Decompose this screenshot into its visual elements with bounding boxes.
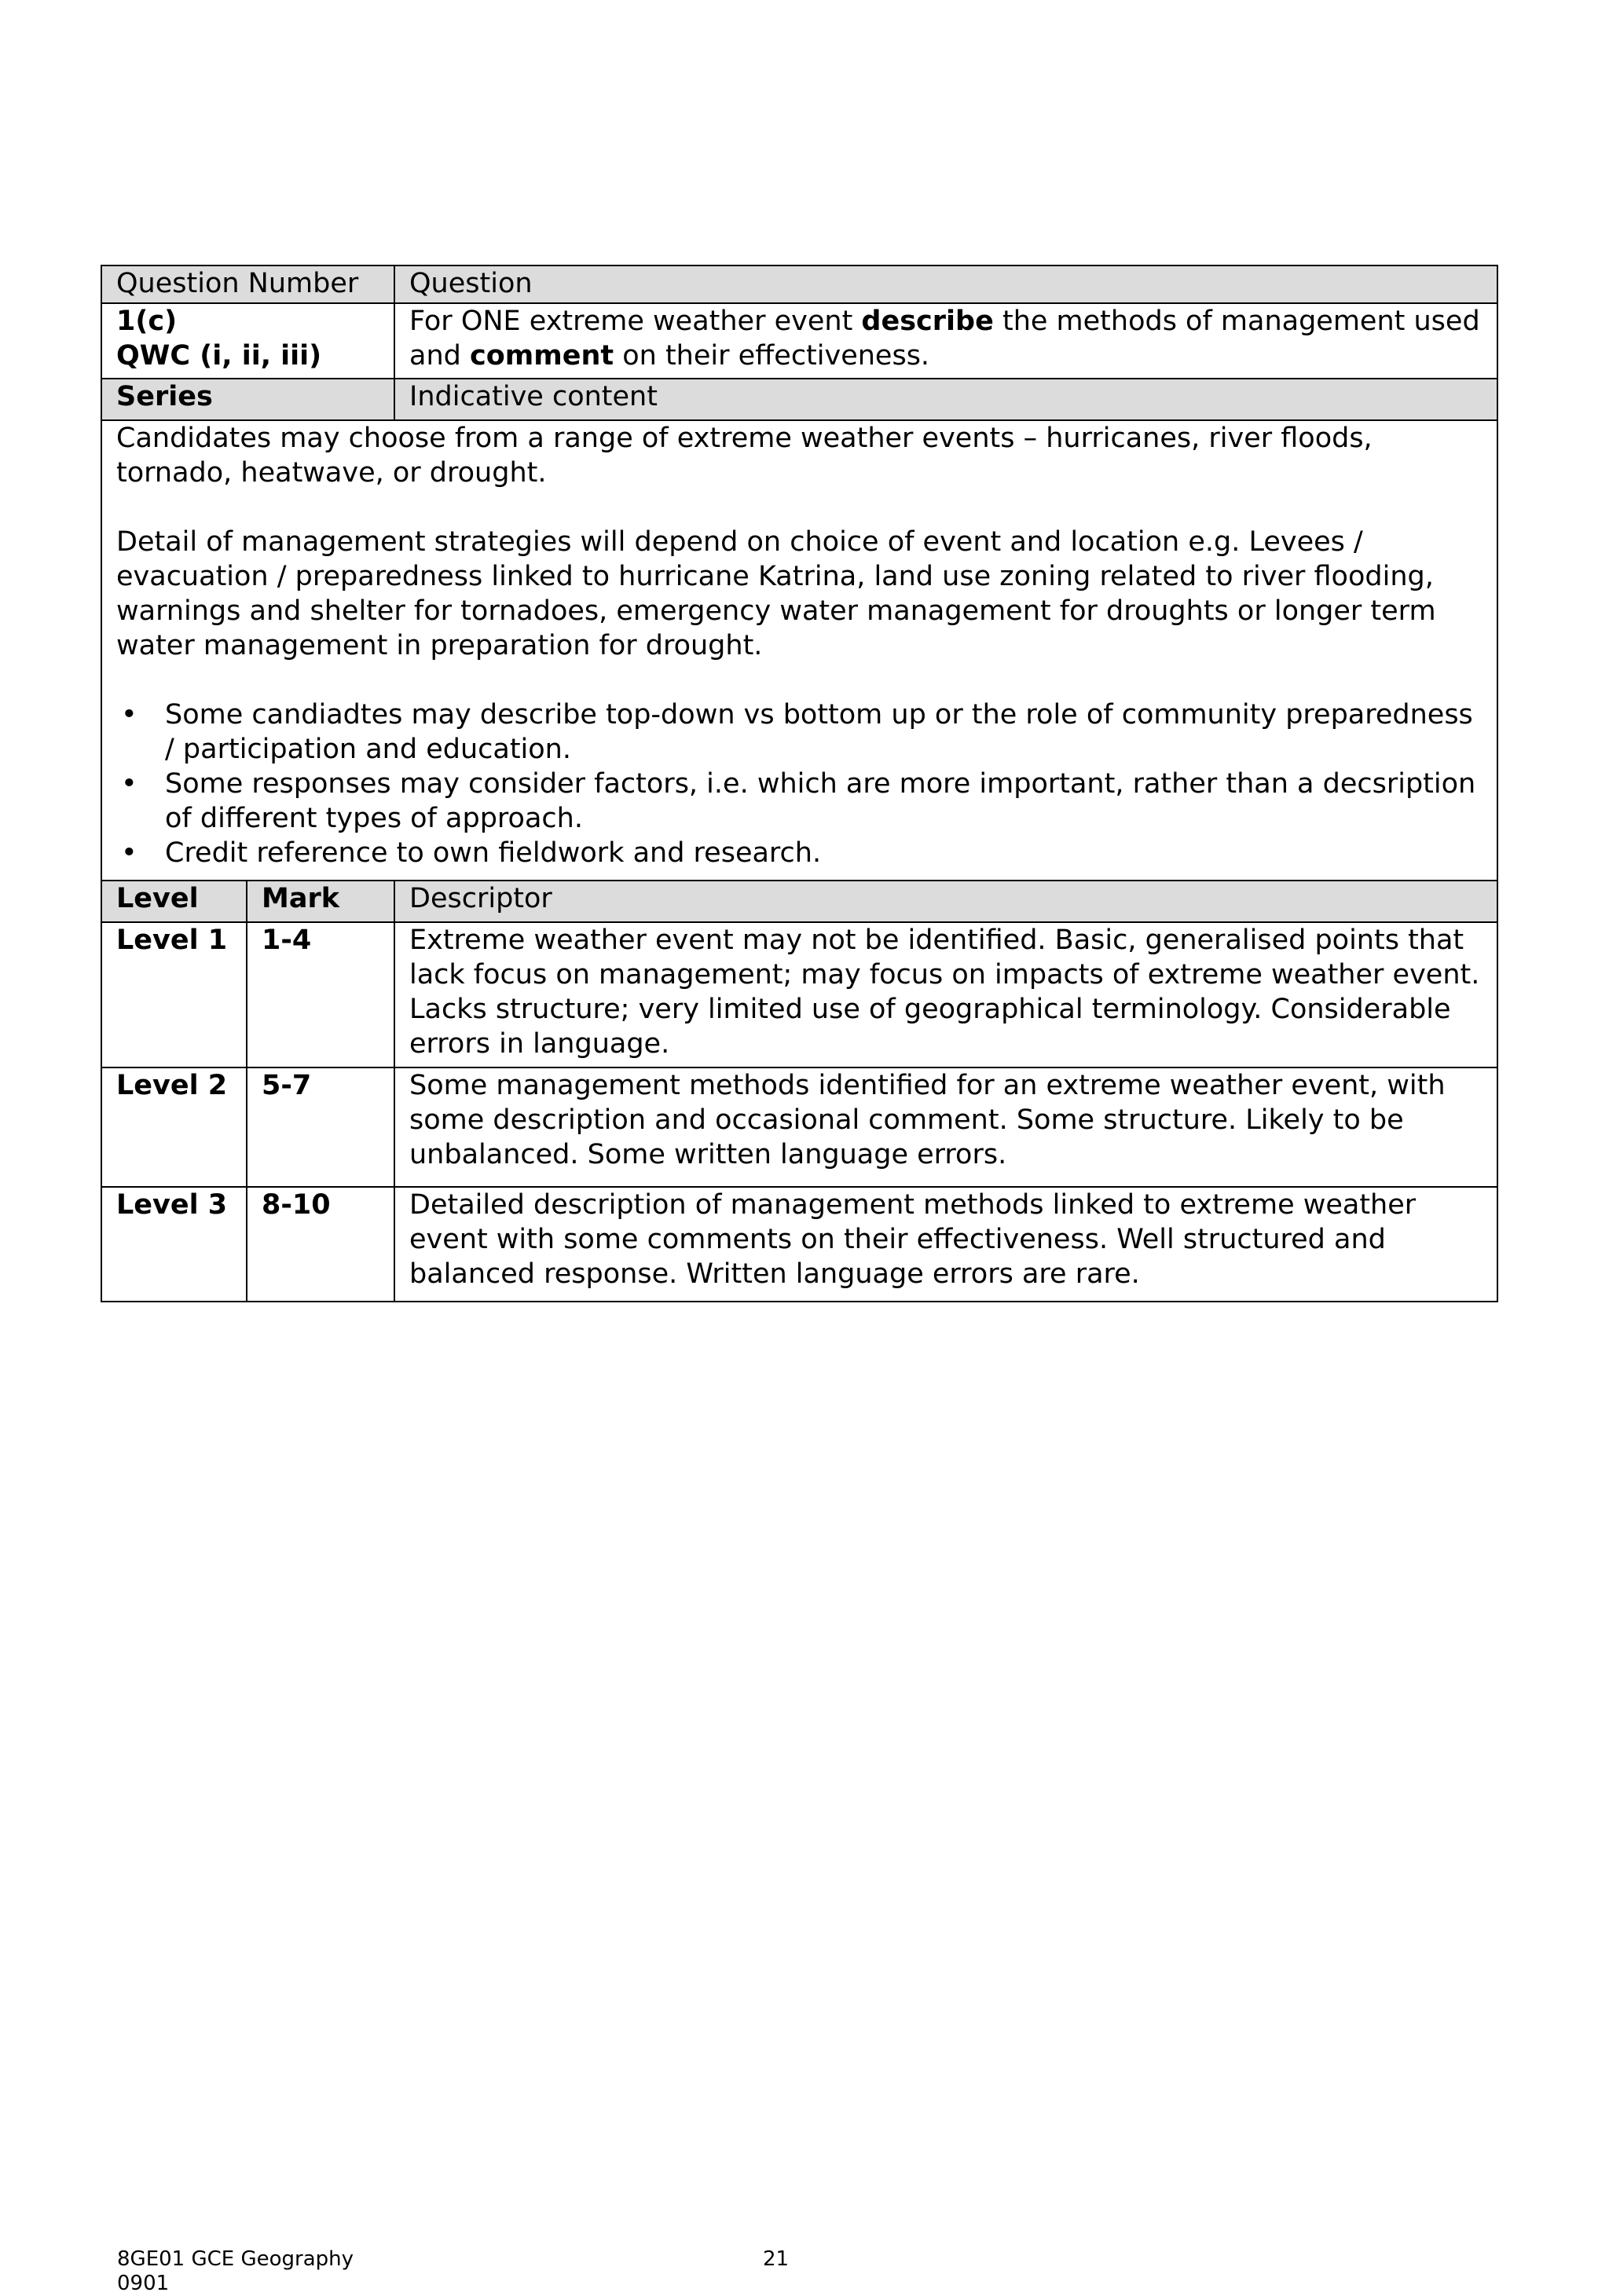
question-keyword-describe: describe [861, 306, 994, 337]
descriptor-cell: Extreme weather event may not be identified. Basic, generalised points that lack focus on management; may focus on impacts of extreme weather event. Lacks structure; very limited use of geographical terminology. Considerable errors in language. [394, 922, 1497, 1067]
list-item [116, 767, 1484, 836]
descriptor-cell: Detailed description of management methods linked to extreme weather event with some comments on their effectiveness. Well structured and balanced response. Written language errors are rare. [394, 1187, 1497, 1302]
document-reference [117, 2247, 431, 2296]
mark-header: Mark [247, 881, 394, 922]
table-row [101, 1187, 1497, 1302]
level-header: Level [101, 881, 247, 922]
page-number: 21 [763, 2247, 790, 2271]
question-text-part: For ONE extreme weather event [409, 306, 862, 337]
question-header: Question [394, 265, 1497, 303]
list-item [116, 698, 1484, 767]
indicative-content-cell [101, 420, 1497, 881]
level-cell: Level 3 [101, 1187, 247, 1302]
table-row [101, 922, 1497, 1067]
document-reference-line-1: 8GE01 GCE Geography [117, 2247, 354, 2271]
bullet-icon: • [121, 768, 137, 800]
bullet-text: Some candiadtes may describe top-down vs bottom up or the role of community preparedness / participation and education. [165, 699, 1473, 765]
mark-cell: 5-7 [247, 1067, 394, 1187]
question-text-part: on their effectiveness. [614, 340, 930, 372]
mark-cell: 1-4 [247, 922, 394, 1067]
bullet-text: Credit reference to own fieldwork and research. [165, 837, 822, 869]
indicative-paragraph-2: Detail of management strategies will depend on choice of event and location e.g. Levees / evacuation / preparedness linked to hurricane Katrina, land use zoning related to river flooding, warnings and shelter for tornadoes, emergency water management for droughts or longer term water management in preparation for drought. [116, 526, 1436, 661]
indicative-bullet-list [116, 698, 1484, 870]
question-row [101, 303, 1497, 379]
bullet-text: Some responses may consider factors, i.e. which are more important, rather than a decsription of different types of approach. [165, 768, 1476, 834]
levels-header-row [101, 881, 1497, 922]
indicative-paragraph-1: Candidates may choose from a range of extreme weather events – hurricanes, river floods, tornado, heatwave, or drought. [116, 423, 1373, 489]
indicative-content-row [101, 420, 1497, 881]
bullet-icon: • [121, 699, 137, 731]
question-keyword-comment: comment [469, 340, 614, 372]
table-row [101, 1067, 1497, 1187]
series-header: Series [101, 379, 394, 420]
level-cell: Level 2 [101, 1067, 247, 1187]
mark-cell: 8-10 [247, 1187, 394, 1302]
qwc-label: QWC (i, ii, iii) [116, 340, 322, 372]
question-header-row [101, 265, 1497, 303]
question-number-header: Question Number [101, 265, 394, 303]
mark-scheme-table [101, 265, 1498, 1302]
list-item [116, 836, 1484, 870]
document-reference-line-2: 0901 [117, 2272, 170, 2295]
descriptor-header: Descriptor [394, 881, 1497, 922]
descriptor-cell: Some management methods identified for an extreme weather event, with some description and occasional comment. Some structure. Likely to be unbalanced. Some written language errors. [394, 1067, 1497, 1187]
question-number: 1(c) [116, 306, 178, 337]
question-text-part: the methods of management used and [409, 306, 1480, 372]
series-header-row [101, 379, 1497, 420]
question-text [394, 303, 1497, 379]
question-number-cell [101, 303, 394, 379]
bullet-icon: • [121, 837, 137, 869]
mark-scheme-page [101, 265, 1497, 1302]
indicative-content-header: Indicative content [394, 379, 1497, 420]
level-cell: Level 1 [101, 922, 247, 1067]
